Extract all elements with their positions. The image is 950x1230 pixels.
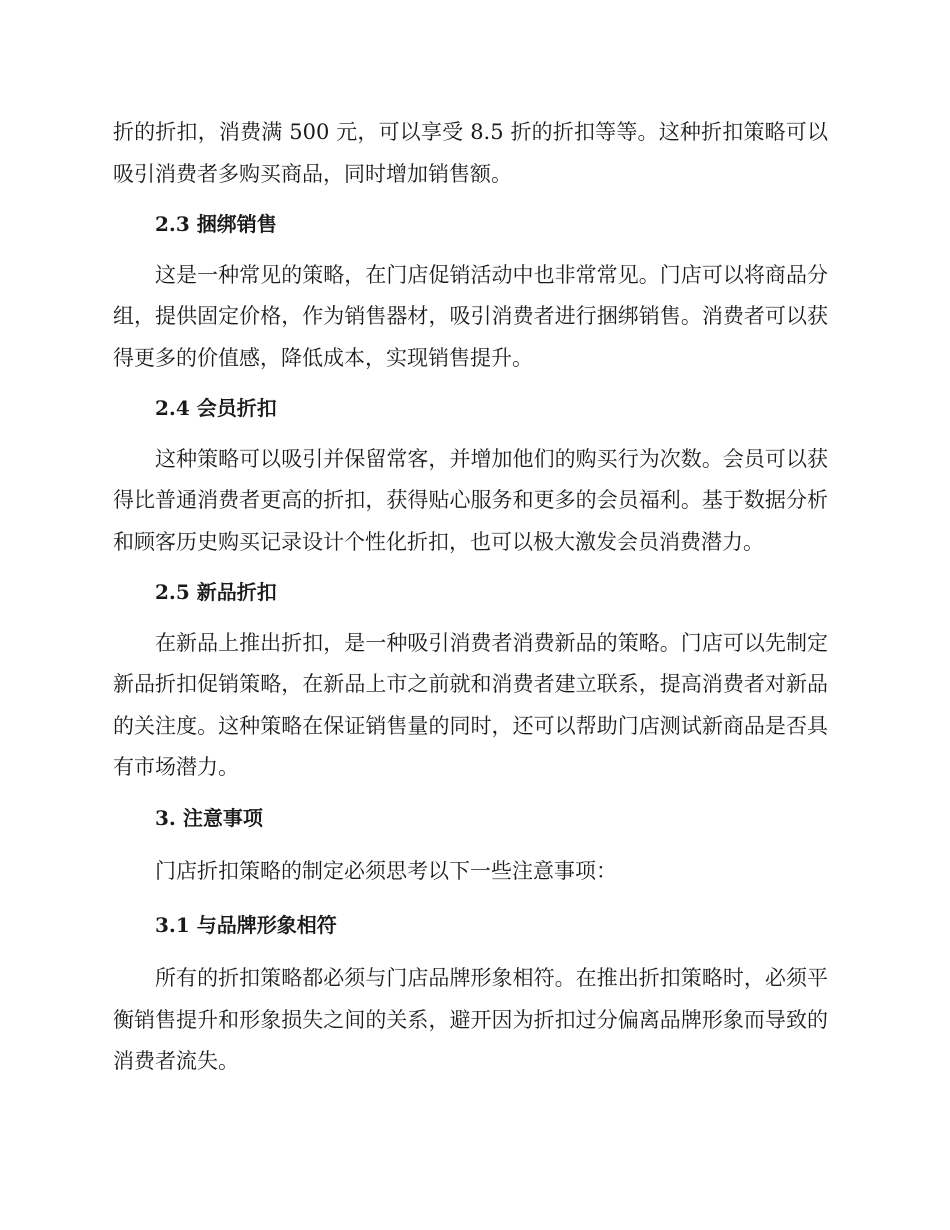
heading-2-3: 2.3 捆绑销售 [155,212,277,236]
paragraph-member-discount: 这种策略可以吸引并保留常客，并增加他们的购买行为次数。会员可以获得比普通消费者更高的折扣，获得贴心服务和更多的会员福利。基于数据分析和顾客历史购买记录设计个性化折扣，也可以极大激发会员消费潜力。 [113,446,828,554]
paragraph-bundle-sales: 这是一种常见的策略，在门店促销活动中也非常常见。门店可以将商品分组，提供固定价格，作为销售器材，吸引消费者进行捆绑销售。消费者可以获得更多的价值感，降低成本，实现销售提升。 [113,262,828,370]
paragraph-new-product-discount: 在新品上推出折扣，是一种吸引消费者消费新品的策略。门店可以先制定新品折扣促销策略，在新品上市之前就和消费者建立联系，提高消费者对新品的关注度。这种策略在保证销售量的同时，还可以帮助门店测试新商品是否具有市场潜力。 [113,630,828,779]
heading-2-5: 2.5 新品折扣 [155,580,277,604]
paragraph-notes-intro: 门店折扣策略的制定必须思考以下一些注意事项： [155,859,617,883]
heading-3-1: 3.1 与品牌形象相符 [155,912,337,937]
paragraph-continued: 折的折扣，消费满 500 元，可以享受 8.5 折的折扣等等。这种折扣策略可以吸引消费者多购买商品，同时增加销售额。 [113,120,828,186]
paragraph-brand-image: 所有的折扣策略都必须与门店品牌形象相符。在推出折扣策略时，必须平衡销售提升和形象损失之间的关系，避开因为折扣过分偏离品牌形象而导致的消费者流失。 [113,966,828,1073]
heading-2-4: 2.4 会员折扣 [155,396,277,420]
document-page [113,112,828,1083]
heading-3: 3. 注意事项 [155,805,263,830]
